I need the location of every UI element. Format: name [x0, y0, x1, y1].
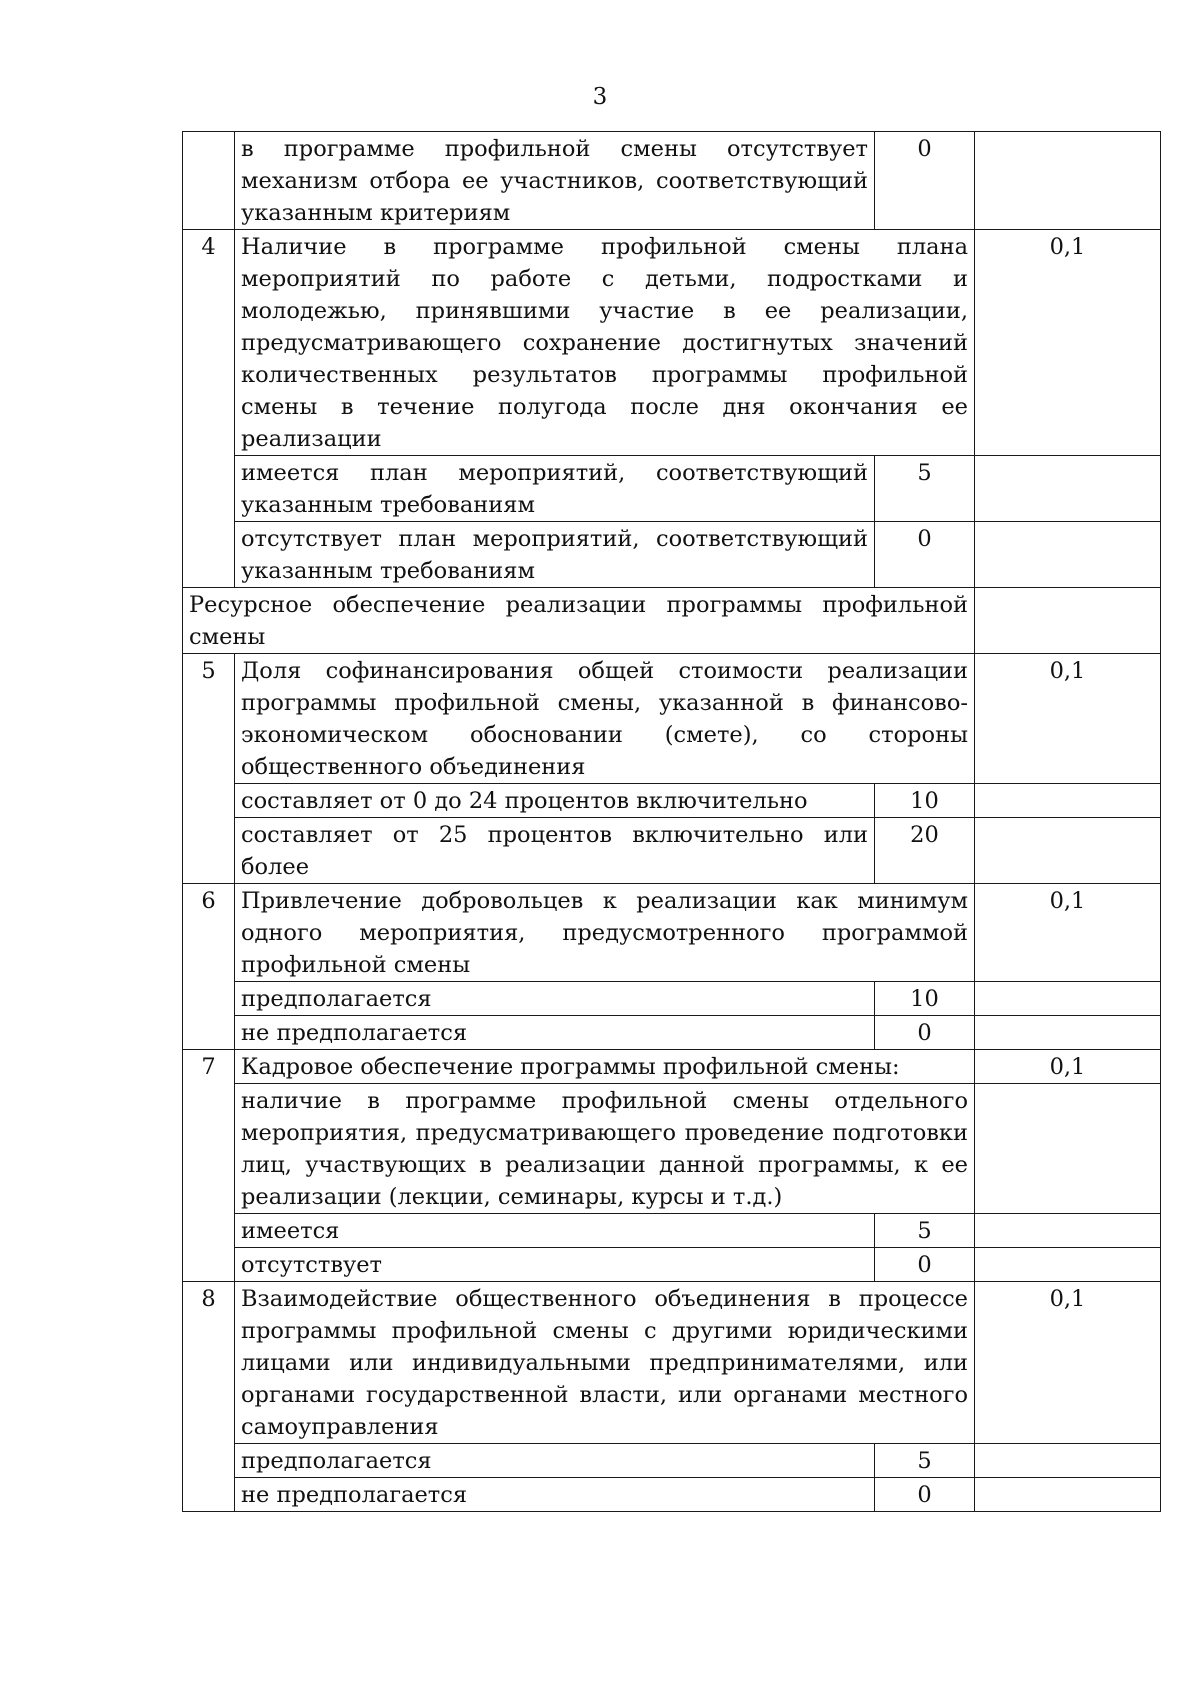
weight-cell: [975, 1016, 1161, 1050]
option-text: имеется план мероприятий, соответствующий указанным требованиям: [235, 456, 875, 522]
criterion-weight: 0,1: [975, 1282, 1161, 1444]
option-score: 0: [875, 1016, 975, 1050]
option-score: 10: [875, 982, 975, 1016]
option-text: отсутствует план мероприятий, соответствующий указанным требованиям: [235, 522, 875, 588]
criteria-table: [182, 131, 1161, 1512]
weight-cell: [975, 1084, 1161, 1214]
table-row: [183, 654, 1161, 784]
criterion-number: 6: [183, 884, 235, 1050]
weight-cell: [975, 522, 1161, 588]
table-row: [183, 884, 1161, 982]
weight-cell: [975, 1478, 1161, 1512]
table-row: [183, 230, 1161, 456]
table-row: [183, 522, 1161, 588]
option-text: составляет от 25 процентов включительно или более: [235, 818, 875, 884]
section-heading: Ресурсное обеспечение реализации программы профильной смены: [183, 588, 975, 654]
weight-cell: [975, 784, 1161, 818]
option-text: отсутствует: [235, 1248, 875, 1282]
table-row: [183, 1282, 1161, 1444]
criterion-number: 8: [183, 1282, 235, 1512]
table-row: [183, 1444, 1161, 1478]
criterion-number-cell: [183, 132, 235, 230]
weight-cell: [975, 1444, 1161, 1478]
option-score: 5: [875, 1444, 975, 1478]
table-row: [183, 456, 1161, 522]
table-row: [183, 132, 1161, 230]
page-number: 3: [592, 84, 608, 110]
option-score: 10: [875, 784, 975, 818]
option-score: 5: [875, 1214, 975, 1248]
criterion-text: Привлечение добровольцев к реализации как минимум одного мероприятия, предусмотренного программой профильной смены: [235, 884, 975, 982]
option-text: в программе профильной смены отсутствует механизм отбора ее участников, соответствующий указанным критериям: [235, 132, 875, 230]
criterion-number: 7: [183, 1050, 235, 1282]
option-score: 0: [875, 132, 975, 230]
table-row: [183, 1248, 1161, 1282]
table-row: [183, 1016, 1161, 1050]
option-score: 20: [875, 818, 975, 884]
weight-cell: [975, 588, 1161, 654]
criterion-text: Доля софинансирования общей стоимости реализации программы профильной смены, указанной в финансово-экономическом обосновании (смете), со стороны общественного объединения: [235, 654, 975, 784]
weight-cell: [975, 982, 1161, 1016]
weight-cell: [975, 818, 1161, 884]
criterion-weight: 0,1: [975, 654, 1161, 784]
criterion-weight: 0,1: [975, 1050, 1161, 1084]
table-row: [183, 1478, 1161, 1512]
option-score: 5: [875, 456, 975, 522]
option-text: не предполагается: [235, 1478, 875, 1512]
sub-criterion-text: наличие в программе профильной смены отдельного мероприятия, предусматривающего проведение подготовки лиц, участвующих в реализации данной программы, к ее реализации (лекции, семинары, курсы и т.д.): [235, 1084, 975, 1214]
option-text: составляет от 0 до 24 процентов включительно: [235, 784, 875, 818]
table-row: [183, 588, 1161, 654]
criterion-weight: 0,1: [975, 884, 1161, 982]
weight-cell: [975, 132, 1161, 230]
table-row: [183, 1050, 1161, 1084]
table-row: [183, 1214, 1161, 1248]
criterion-number: 5: [183, 654, 235, 884]
option-score: 0: [875, 1478, 975, 1512]
criterion-text: Кадровое обеспечение программы профильной смены:: [235, 1050, 975, 1084]
option-score: 0: [875, 1248, 975, 1282]
option-score: 0: [875, 522, 975, 588]
option-text: не предполагается: [235, 1016, 875, 1050]
option-text: предполагается: [235, 982, 875, 1016]
criterion-text: Наличие в программе профильной смены плана мероприятий по работе с детьми, подростками и молодежью, принявшими участие в ее реализации, предусматривающего сохранение достигнутых значений количественных результатов программы профильной смены в течение полугода после дня окончания ее реализации: [235, 230, 975, 456]
table-row: [183, 784, 1161, 818]
table-row: [183, 982, 1161, 1016]
option-text: имеется: [235, 1214, 875, 1248]
option-text: предполагается: [235, 1444, 875, 1478]
weight-cell: [975, 456, 1161, 522]
table-row: [183, 818, 1161, 884]
criterion-text: Взаимодействие общественного объединения в процессе программы профильной смены с другими юридическими лицами или индивидуальными предпринимателями, или органами государственной власти, или органами местного самоуправления: [235, 1282, 975, 1444]
weight-cell: [975, 1214, 1161, 1248]
criterion-weight: 0,1: [975, 230, 1161, 456]
weight-cell: [975, 1248, 1161, 1282]
table-row: [183, 1084, 1161, 1214]
criterion-number: 4: [183, 230, 235, 588]
